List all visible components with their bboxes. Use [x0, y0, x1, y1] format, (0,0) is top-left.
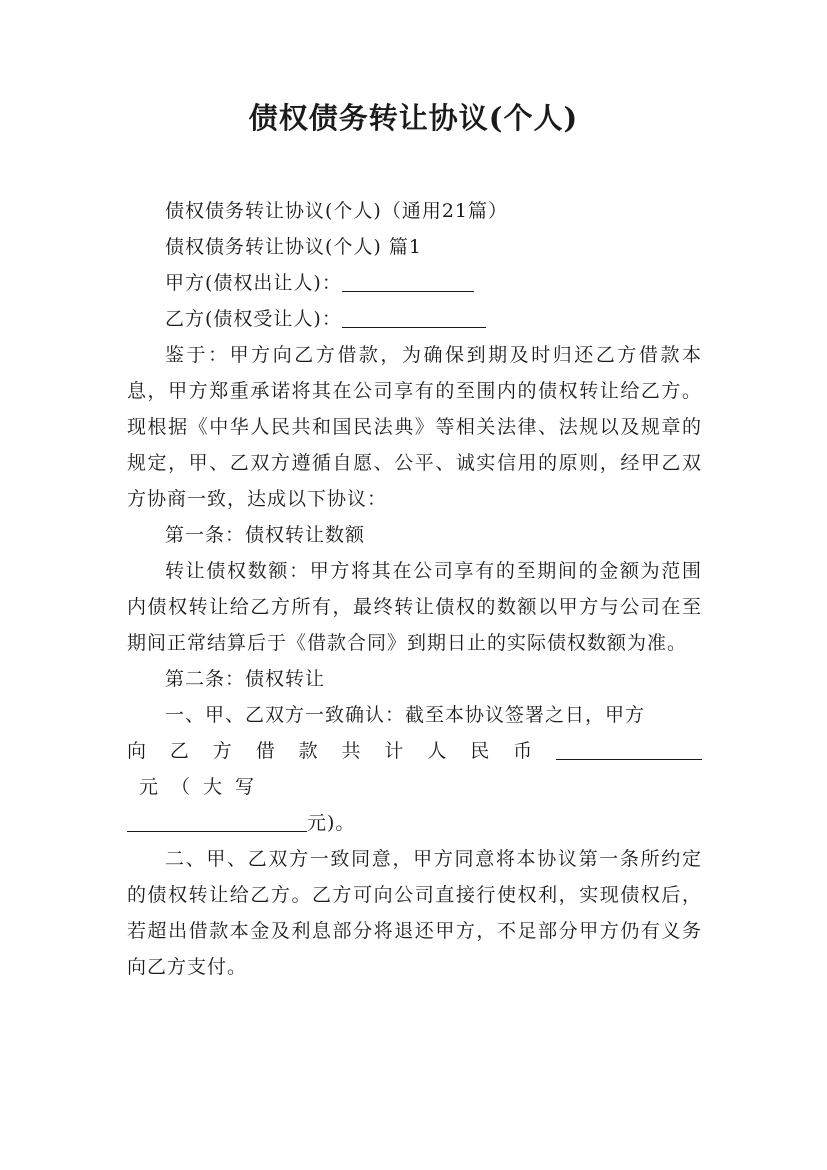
confirmation-line-1: 一、甲、乙双方一致确认：截至本协议签署之日，甲方 — [165, 704, 646, 726]
party-b-line — [127, 301, 702, 337]
paragraph-whereas: 鉴于：甲方向乙方借款，为确保到期及时归还乙方借款本息，甲方郑重承诺将其在公司享有的至围内的债权转让给乙方。现根据《中华人民共和国民法典》等相关法律、法规以及规章的规定，甲、乙双方遵循自愿、公平、诚实信用的原则，经甲乙双方协商一致，达成以下协议： — [127, 344, 702, 510]
confirmation-line-2-text: 向乙方借款共计人民币 — [127, 740, 556, 762]
paragraph-heading: 债权债务转让协议(个人)（通用21篇） — [165, 200, 509, 222]
article-one-heading: 第一条：债权转让数额 — [165, 524, 366, 546]
party-b-label: 乙方(债权受让人)： — [165, 308, 342, 330]
party-a-blank — [342, 269, 474, 292]
party-b-blank — [342, 305, 486, 328]
amount-blank — [556, 737, 702, 760]
document-title: 债权债务转让协议(个人) — [248, 101, 579, 135]
amount-words-blank — [127, 809, 307, 832]
party-a-line — [127, 265, 702, 301]
paragraph-agreement: 二、甲、乙双方一致同意，甲方同意将本协议第一条所约定的债权转让给乙方。乙方可向公司直接行使权利，实现债权后，若超出借款本金及利息部分将退还甲方，不足部分甲方仍有义务向乙方支付。 — [127, 848, 702, 978]
confirmation-line-3-suffix: 元)。 — [307, 812, 356, 834]
party-a-label: 甲方(债权出让人)： — [165, 272, 342, 294]
article-two-heading: 第二条：债权转让 — [165, 668, 326, 690]
document-body — [127, 193, 702, 985]
paragraph-transfer-amount: 转让债权数额：甲方将其在公司享有的至期间的金额为范围内债权转让给乙方所有，最终转让债权的数额以甲方与公司在至期间正常结算后于《借款合同》到期日止的实际债权数额为准。 — [127, 560, 702, 654]
confirmation-line-2-suffix: 元（大写 — [139, 776, 268, 798]
paragraph-section-title: 债权债务转让协议(个人) 篇1 — [165, 236, 422, 258]
paragraph-confirmation — [127, 697, 702, 841]
